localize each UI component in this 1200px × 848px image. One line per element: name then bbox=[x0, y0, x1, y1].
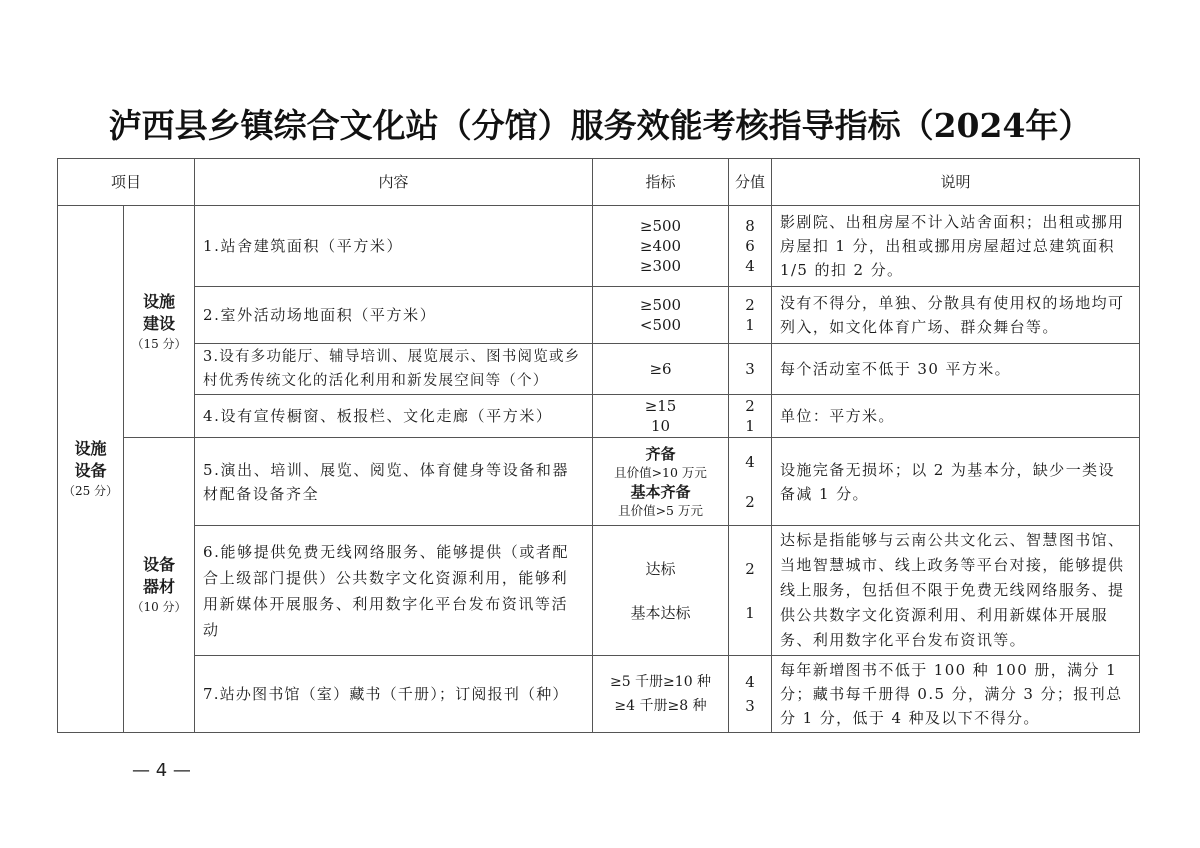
row-indicators bbox=[593, 287, 729, 344]
category-title: 设施设备 bbox=[74, 439, 107, 480]
assessment-table bbox=[57, 158, 1140, 733]
indicator-value: ≥400 bbox=[639, 237, 682, 255]
row-content: 5.演出、培训、展览、阅览、体育健身等设备和器材配备设备齐全 bbox=[195, 438, 593, 526]
row-indicators bbox=[593, 344, 729, 395]
row-scores bbox=[729, 287, 772, 344]
header-note: 说明 bbox=[772, 159, 1140, 206]
table-row bbox=[58, 344, 1140, 395]
indicator-value: ≥300 bbox=[639, 257, 682, 275]
score-value: 2 bbox=[745, 397, 755, 415]
score-value: 4 bbox=[745, 673, 755, 691]
table-header-row bbox=[58, 159, 1140, 206]
indicator-value: ≥6 bbox=[649, 360, 672, 378]
row-note: 设施完备无损坏；以 2 为基本分，缺少一类设备减 1 分。 bbox=[772, 438, 1140, 526]
indicator-value: ≥15 bbox=[644, 397, 677, 415]
row-indicators bbox=[593, 438, 729, 526]
header-item: 项目 bbox=[58, 159, 195, 206]
score-value: 1 bbox=[745, 316, 755, 334]
row-content: 2.室外活动场地面积（平方米） bbox=[195, 287, 593, 344]
table-row bbox=[58, 526, 1140, 656]
row-content: 1.站舍建筑面积（平方米） bbox=[195, 206, 593, 287]
row-note: 每年新增图书不低于 100 种 100 册，满分 1 分；藏书每千册得 0.5 分，满分 3 分；报刊总分 1 分，低于 4 种及以下不得分。 bbox=[772, 656, 1140, 733]
table-row bbox=[58, 438, 1140, 526]
indicator-label: 基本齐备 bbox=[630, 482, 691, 501]
page-number: — 4 — bbox=[132, 760, 191, 781]
score-value: 4 bbox=[745, 452, 755, 471]
category-score: （25 分） bbox=[62, 484, 119, 498]
row-content: 4.设有宣传橱窗、板报栏、文化走廊（平方米） bbox=[195, 395, 593, 438]
indicator-value: ≥4 千册≥8 种 bbox=[614, 698, 707, 714]
indicator-value: 基本达标 bbox=[630, 603, 691, 622]
subsection-title: 设施建设 bbox=[142, 291, 175, 333]
category-cell bbox=[58, 206, 124, 733]
score-value: 2 bbox=[745, 296, 755, 314]
row-scores bbox=[729, 526, 772, 656]
indicator-value: 10 bbox=[650, 417, 671, 435]
row-scores bbox=[729, 206, 772, 287]
indicator-value: ≥500 bbox=[639, 296, 682, 314]
score-value: 8 bbox=[745, 217, 755, 235]
score-value: 4 bbox=[745, 257, 755, 275]
score-value: 3 bbox=[745, 360, 755, 378]
table-row bbox=[58, 206, 1140, 287]
row-scores bbox=[729, 344, 772, 395]
row-scores bbox=[729, 438, 772, 526]
row-note: 没有不得分，单独、分散具有使用权的场地均可列入，如文化体育广场、群众舞台等。 bbox=[772, 287, 1140, 344]
indicator-label: 齐备 bbox=[645, 444, 676, 463]
row-indicators bbox=[593, 656, 729, 733]
score-value: 2 bbox=[745, 559, 755, 578]
row-note: 单位：平方米。 bbox=[772, 395, 1140, 438]
score-value: 3 bbox=[745, 697, 755, 715]
document-title: 泸西县乡镇综合文化站（分馆）服务效能考核指导指标（2024年） bbox=[108, 106, 1092, 145]
score-value: 1 bbox=[745, 417, 755, 435]
indicator-value: ≥5 千册≥10 种 bbox=[609, 674, 712, 690]
row-note: 达标是指能够与云南公共文化云、智慧图书馆、当地智慧城市、线上政务等平台对接，能够提供线上服务，包括但不限于免费无线网络服务、提供公共数字文化资源利用、利用新媒体开展服务、利用数字化平台发布资讯等。 bbox=[772, 526, 1140, 656]
row-content: 6.能够提供免费无线网络服务、能够提供（或者配合上级部门提供）公共数字文化资源利用，能够利用新媒体开展服务、利用数字化平台发布资讯等活动 bbox=[195, 526, 593, 656]
row-indicators bbox=[593, 395, 729, 438]
table-row bbox=[58, 287, 1140, 344]
score-value: 1 bbox=[745, 603, 755, 622]
score-value: 2 bbox=[745, 492, 755, 511]
header-score: 分值 bbox=[729, 159, 772, 206]
row-scores bbox=[729, 656, 772, 733]
row-note: 影剧院、出租房屋不计入站舍面积；出租或挪用房屋扣 1 分，出租或挪用房屋超过总建筑面积 1/5 的扣 2 分。 bbox=[772, 206, 1140, 287]
table-row bbox=[58, 395, 1140, 438]
subsection-facility-cell bbox=[124, 206, 195, 438]
subsection-score: （10 分） bbox=[131, 600, 187, 614]
row-indicators bbox=[593, 206, 729, 287]
header-indicator: 指标 bbox=[593, 159, 729, 206]
row-content: 7.站办图书馆（室）藏书（千册）；订阅报刊（种） bbox=[195, 656, 593, 733]
subsection-title: 设备器材 bbox=[142, 555, 175, 596]
indicator-value: 达标 bbox=[645, 559, 676, 578]
subsection-score: （15 分） bbox=[131, 336, 187, 351]
subsection-equipment-cell bbox=[124, 438, 195, 733]
row-note: 每个活动室不低于 30 平方米。 bbox=[772, 344, 1140, 395]
row-scores bbox=[729, 395, 772, 438]
indicator-value: ≥500 bbox=[639, 217, 682, 235]
indicator-sublabel: 且价值>5 万元 bbox=[618, 502, 703, 518]
row-content: 3.设有多功能厅、辅导培训、展览展示、图书阅览或乡村优秀传统文化的活化利用和新发展空间等（个） bbox=[195, 344, 593, 395]
row-indicators bbox=[593, 526, 729, 656]
indicator-value: <500 bbox=[639, 316, 682, 334]
score-value: 6 bbox=[745, 237, 755, 255]
indicator-sublabel: 且价值>10 万元 bbox=[614, 464, 707, 480]
header-content: 内容 bbox=[195, 159, 593, 206]
table-row bbox=[58, 656, 1140, 733]
